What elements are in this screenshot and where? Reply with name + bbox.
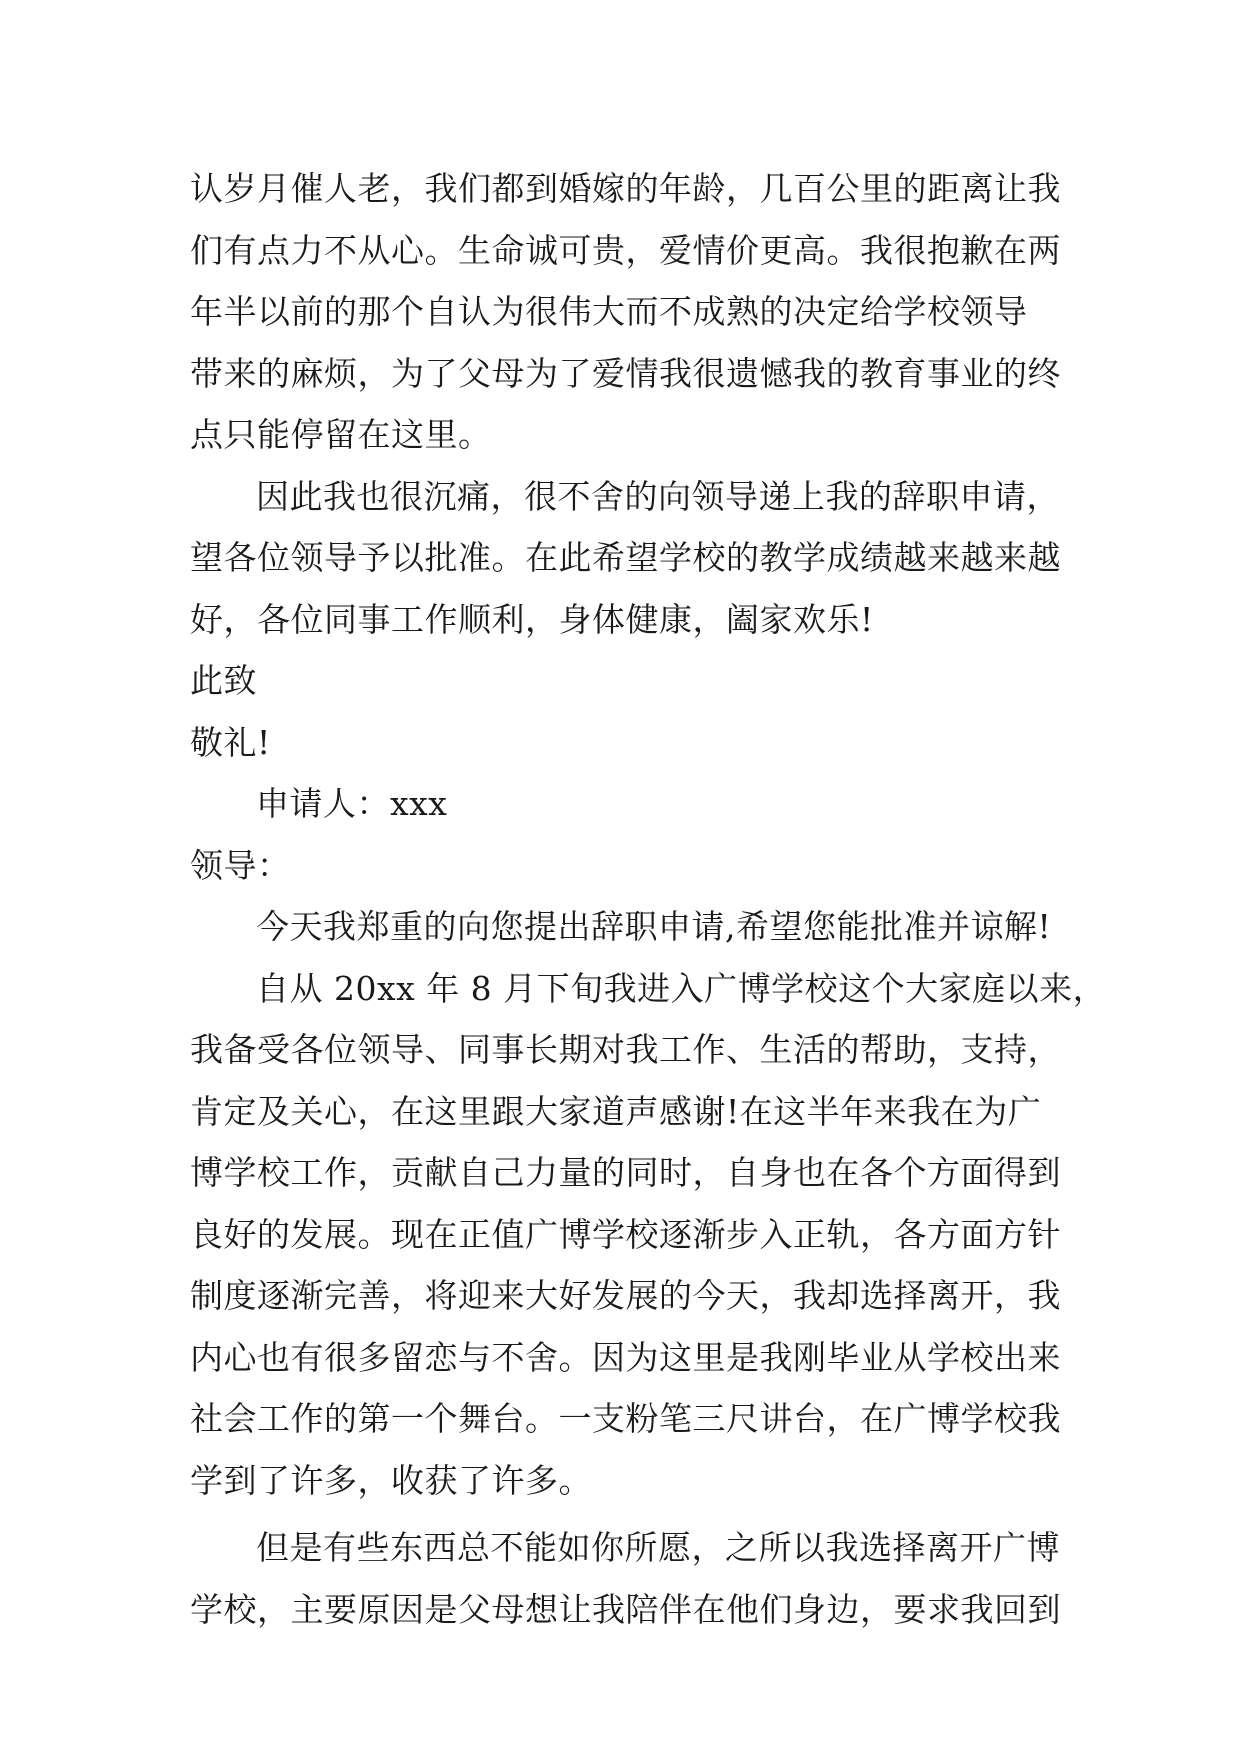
text-line: 好，各位同事工作顺利，身体健康，阖家欢乐! xyxy=(190,599,874,639)
text-line: 学到了许多，收获了许多。 xyxy=(190,1460,592,1500)
text-line: 肯定及关心，在这里跟大家道声感谢!在这半年来我在为广 xyxy=(190,1091,1042,1131)
paragraph-start-line: 因此我也很沉痛，很不舍的向领导递上我的辞职申请， xyxy=(256,476,1060,516)
text-line: 我备受各位领导、同事长期对我工作、生活的帮助，支持， xyxy=(190,1030,1061,1069)
paragraph-start-line: 今天我郑重的向您提出辞职申请,希望您能批准并谅解! xyxy=(256,907,1052,946)
text-line: 内心也有很多留恋与不舍。因为这里是我刚毕业从学校出来 xyxy=(190,1337,1061,1377)
text-line: 博学校工作，贡献自己力量的同时，自身也在各个方面得到 xyxy=(190,1153,1061,1192)
text-line: 学校，主要原因是父母想让我陪伴在他们身边，要求我回到 xyxy=(190,1589,1061,1629)
text-line: 认岁月催人老，我们都到婚嫁的年龄，几百公里的距离让我 xyxy=(190,169,1061,208)
text-line: 点只能停留在这里。 xyxy=(190,415,492,454)
applicant-signature: 申请人：xxx xyxy=(256,784,448,823)
text-line: 良好的发展。现在正值广博学校逐渐步入正轨，各方面方针 xyxy=(190,1214,1061,1254)
text-line: 带来的麻烦，为了父母为了爱情我很遗憾我的教育事业的终 xyxy=(190,353,1061,393)
paragraph-start-line: 但是有些东西总不能如你所愿，之所以我选择离开广博 xyxy=(256,1528,1060,1567)
text-line: 望各位领导予以批准。在此希望学校的教学成绩越来越来越 xyxy=(190,538,1061,577)
closing-regards: 敬礼! xyxy=(190,722,271,762)
text-line: 社会工作的第一个舞台。一支粉笔三尺讲台，在广博学校我 xyxy=(190,1399,1061,1438)
letter-greeting: 领导： xyxy=(190,845,291,885)
text-line: 制度逐渐完善，将迎来大好发展的今天，我却选择离开，我 xyxy=(190,1276,1061,1315)
document-page xyxy=(190,158,1107,1640)
text-line: 年半以前的那个自认为很伟大而不成熟的决定给学校领导 xyxy=(190,292,1028,331)
paragraph-start-line: 自从 20xx 年 8 月下旬我进入广博学校这个大家庭以来， xyxy=(256,968,1107,1008)
text-line: 们有点力不从心。生命诚可贵，爱情价更高。我很抱歉在两 xyxy=(190,230,1061,270)
closing-salutation: 此致 xyxy=(190,661,257,700)
